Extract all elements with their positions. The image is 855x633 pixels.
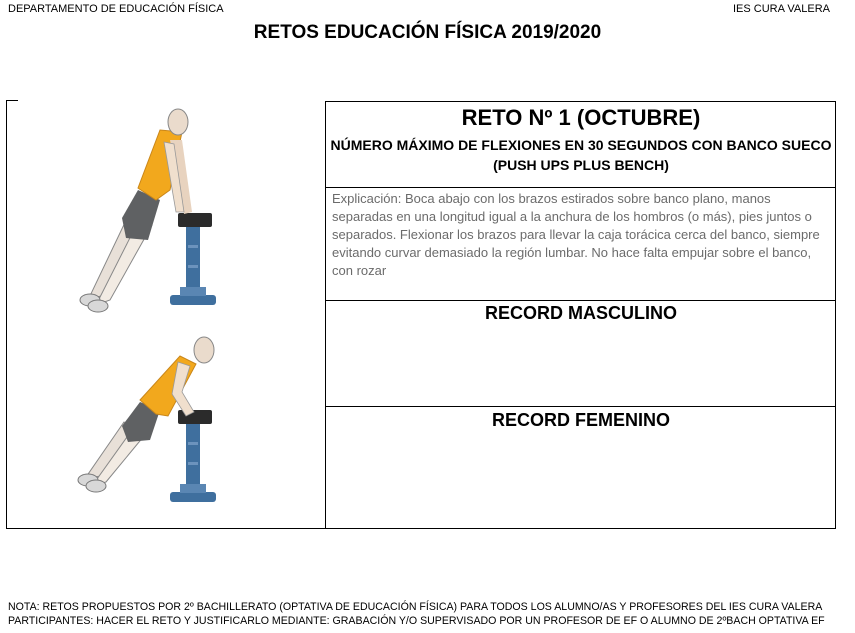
page-title: RETOS EDUCACIÓN FÍSICA 2019/2020 [253, 22, 602, 43]
bench-post [186, 227, 200, 287]
challenge-subtitle [326, 135, 836, 175]
head [168, 109, 188, 135]
bench-top [178, 213, 212, 227]
challenge-title: RETO Nº 1 (OCTUBRE) [461, 105, 701, 130]
footer-note-line1: NOTA: RETOS PROPUESTOS POR 2º BACHILLERATO (OPTATIVA DE EDUCACIÓN FÍSICA) PARA TODOS LOS ALUMNO/AS Y PROFESORES DEL IES CURA VALERA [8, 601, 823, 613]
bench-base [170, 295, 216, 305]
challenge-subtitle-line1: NÚMERO MÁXIMO DE FLEXIONES EN 30 SEGUNDOS CON BANCO SUECO [330, 137, 832, 153]
record-female-heading: RECORD FEMENINO [491, 410, 670, 430]
challenge-subtitle-line2: (PUSH UPS PLUS BENCH) [493, 157, 669, 173]
school-label: IES CURA VALERA [733, 3, 830, 15]
pushup-extended-illustration [60, 100, 260, 325]
challenge-explanation: Explicación: Boca abajo con los brazos estirados sobre banco plano, manos separadas en una longitud igual a la anchura de los hombros (o más), pies juntos o separados. Flexionar los brazos para llevar la caja torácica cerca del banco, siempre evitando curvar demasiado la región lumbar. No hace falta empujar sobre el banco, con rozar [332, 191, 820, 278]
footer-note [8, 600, 853, 628]
department-label: DEPARTAMENTO DE EDUCACIÓN FÍSICA [8, 3, 224, 15]
record-male-heading: RECORD MASCULINO [485, 303, 677, 323]
pushup-bent-illustration [60, 330, 260, 520]
footer-note-line2: PARTICIPANTES: HACER EL RETO Y JUSTIFICARLO MEDIANTE: GRABACIÓN Y/O SUPERVISADO POR UN PROFESOR DE EF O ALUMNO DE 2ºBACH OPTATIVA EF [8, 615, 825, 627]
